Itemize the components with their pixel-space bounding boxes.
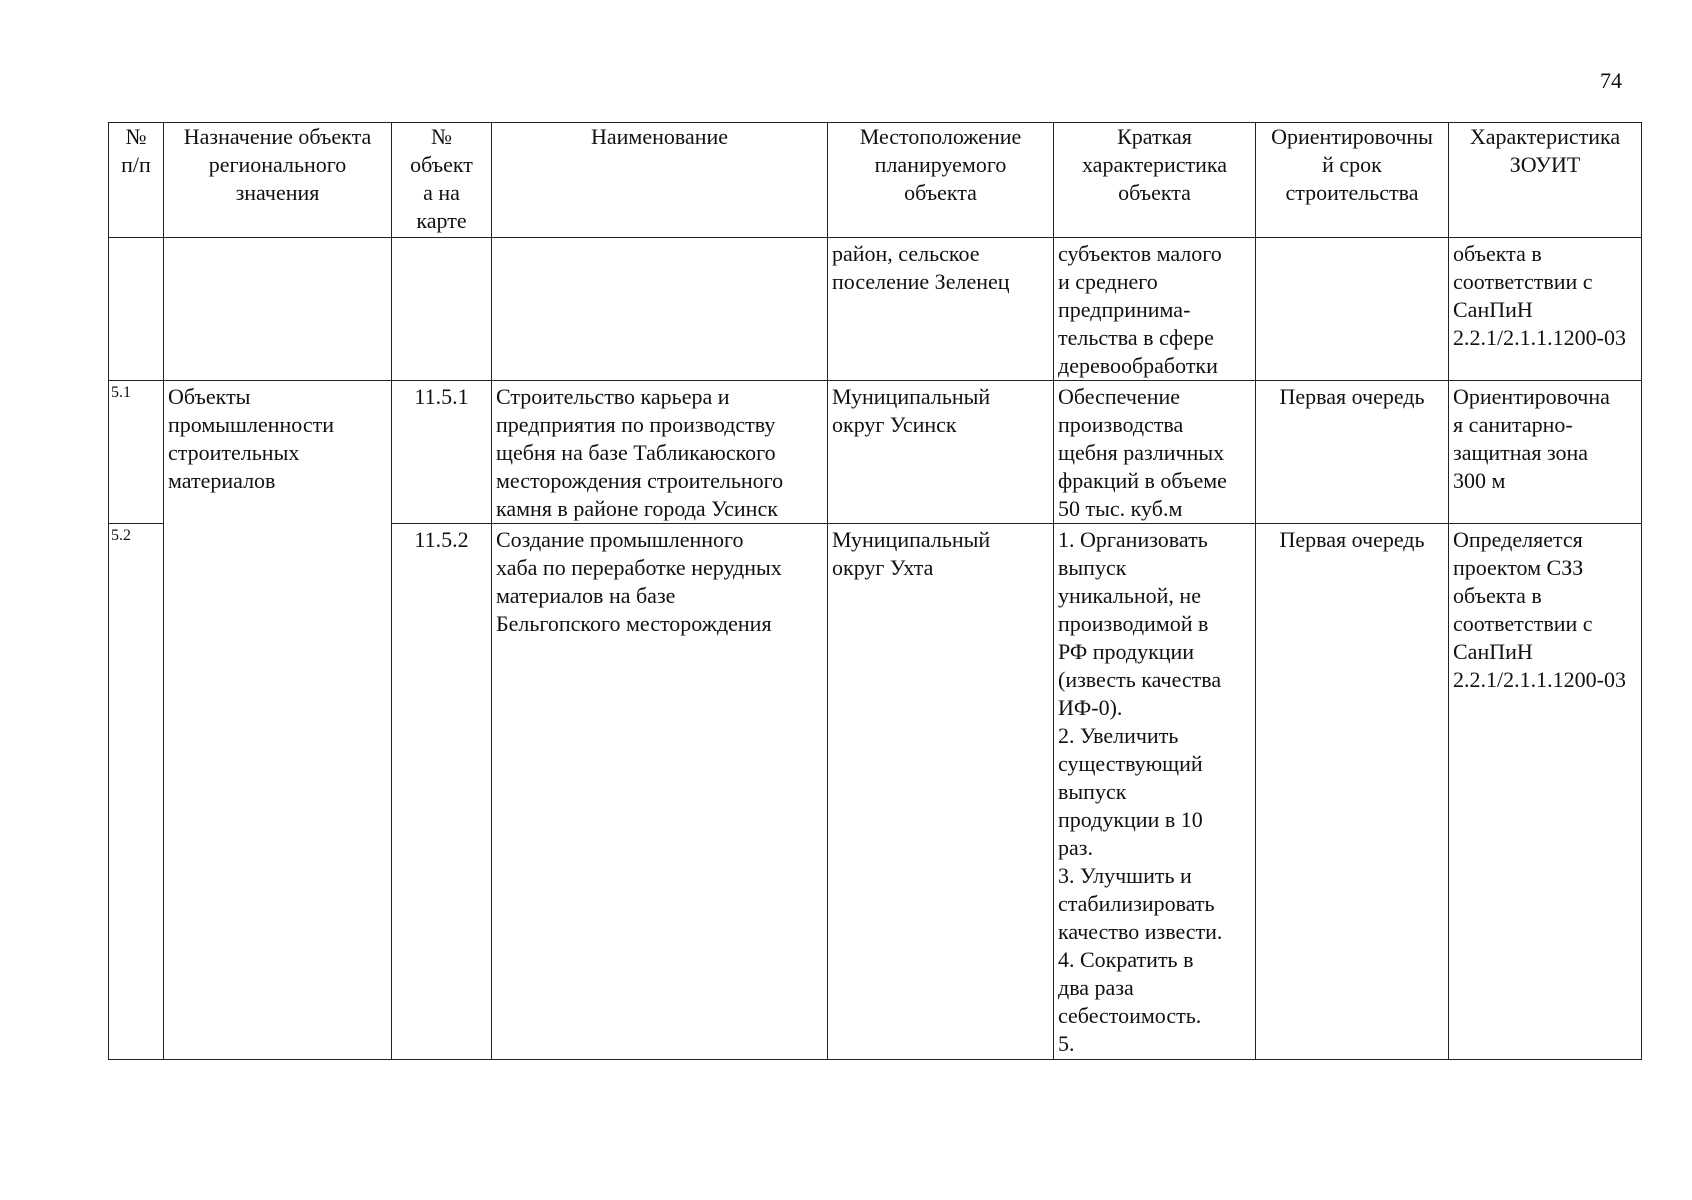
cell-location: Муниципальный округ Усинск	[828, 381, 1054, 524]
header-term: Ориентировочны й срок строительства	[1256, 123, 1449, 238]
cell-location: район, сельское поселение Зеленец	[828, 238, 1054, 381]
table-row	[109, 381, 1642, 524]
cell-term: Первая очередь	[1256, 381, 1449, 524]
cell-map-no: 11.5.1	[392, 381, 492, 524]
cell-purpose: Объекты промышленности строительных материалов	[164, 381, 392, 1060]
cell-purpose	[164, 238, 392, 381]
header-zouit: Характеристика ЗОУИТ	[1449, 123, 1642, 238]
header-map-no: № объект а на карте	[392, 123, 492, 238]
objects-table	[108, 122, 1642, 1060]
header-num: № п/п	[109, 123, 164, 238]
cell-num: 5.1	[109, 381, 164, 524]
page-number: 74	[1600, 68, 1622, 93]
table-header-row	[109, 123, 1642, 238]
cell-map-no	[392, 238, 492, 381]
cell-description: Обеспечение производства щебня различных фракций в объеме 50 тыс. куб.м	[1054, 381, 1256, 524]
cell-map-no: 11.5.2	[392, 524, 492, 1060]
cell-description: 1. Организовать выпуск уникальной, не производимой в РФ продукции (известь качества ИФ-0). 2. Увеличить существующий выпуск продукции в 10 раз. 3. Улучшить и стабилизировать качество извести. 4. Сократить в два раза себестоимость. 5.	[1054, 524, 1256, 1060]
cell-num: 5.2	[109, 524, 164, 1060]
header-description: Краткая характеристика объекта	[1054, 123, 1256, 238]
cell-location: Муниципальный округ Ухта	[828, 524, 1054, 1060]
cell-zouit: Ориентировочна я санитарно- защитная зона 300 м	[1449, 381, 1642, 524]
header-name: Наименование	[492, 123, 828, 238]
cell-name: Создание промышленного хаба по переработке нерудных материалов на базе Бельгопского месторождения	[492, 524, 828, 1060]
cell-description: субъектов малого и среднего предпринима- тельства в сфере деревообработки	[1054, 238, 1256, 381]
cell-name: Строительство карьера и предприятия по производству щебня на базе Табликаюского месторождения строительного камня в районе города Усинск	[492, 381, 828, 524]
cell-term: Первая очередь	[1256, 524, 1449, 1060]
cell-name	[492, 238, 828, 381]
header-purpose: Назначение объекта регионального значения	[164, 123, 392, 238]
cell-zouit: объекта в соответствии с СанПиН 2.2.1/2.1.1.1200-03	[1449, 238, 1642, 381]
cell-term	[1256, 238, 1449, 381]
table-row-continuation	[109, 238, 1642, 381]
cell-zouit: Определяется проектом СЗЗ объекта в соответствии с СанПиН 2.2.1/2.1.1.1200-03	[1449, 524, 1642, 1060]
header-location: Местоположение планируемого объекта	[828, 123, 1054, 238]
cell-num	[109, 238, 164, 381]
